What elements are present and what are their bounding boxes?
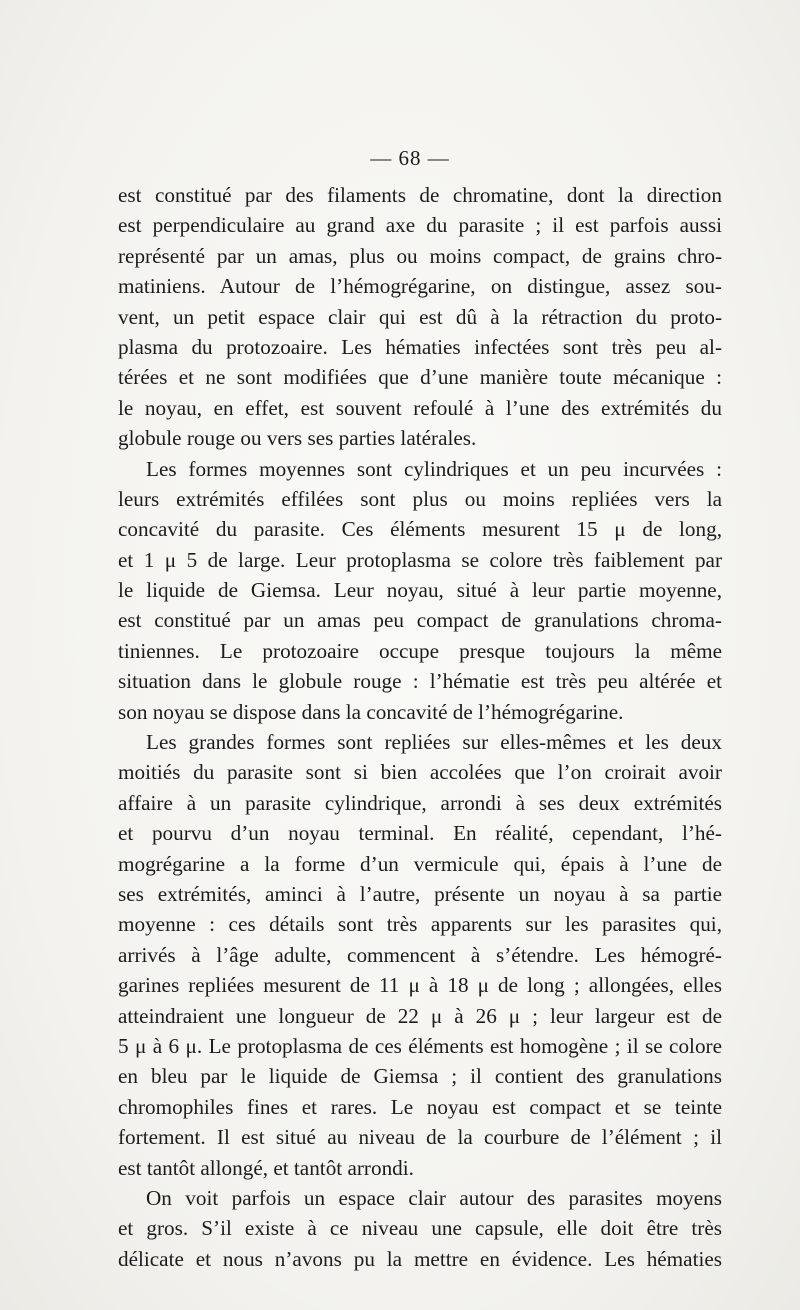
text-line: Les grandes formes sont repliées sur elles-mêmes et les deux [146,730,722,755]
text-line: et pourvu d’un noyau terminal. En réalité, cependant, l’hé- [118,821,722,846]
text-line: en bleu par le liquide de Giemsa ; il contient des granulations [118,1064,722,1089]
text-line: matiniens. Autour de l’hémogrégarine, on distingue, assez sou- [118,274,722,299]
text-line: concavité du parasite. Ces éléments mesurent 15 μ de long, [118,517,722,542]
text-line: moyenne : ces détails sont très apparents sur les parasites qui, [118,912,722,937]
text-line: atteindraient une longueur de 22 μ à 26 μ ; leur largeur est de [118,1003,722,1028]
text-line: représenté par un amas, plus ou moins compact, de grains chro- [118,243,722,268]
page-number: — 68 — [370,146,450,170]
text-line: térées et ne sont modifiées que d’une manière toute mécanique : [118,365,722,390]
text-line: situation dans le globule rouge : l’hématie est très peu altérée et [118,669,722,694]
text-line: ses extrémités, aminci à l’autre, présente un noyau à sa partie [118,881,722,906]
text-line: 5 μ à 6 μ. Le protoplasma de ces éléments est homogène ; il se colore [118,1033,722,1058]
text-line: son noyau se dispose dans la concavité de l’hémogrégarine. [118,699,624,724]
body-text [118,180,722,1274]
text-line: On voit parfois un espace clair autour des parasites moyens [146,1185,722,1210]
text-line: vent, un petit espace clair qui est dû à la rétraction du proto- [118,304,722,329]
text-line: est tantôt allongé, et tantôt arrondi. [118,1155,414,1180]
text-line: chromophiles fines et rares. Le noyau est compact et se teinte [118,1094,722,1119]
text-line: leurs extrémités effilées sont plus ou moins repliées vers la [118,486,722,511]
text-line: est constitué par un amas peu compact de granulations chroma- [118,608,722,633]
text-line: le noyau, en effet, est souvent refoulé à l’une des extrémités du [118,395,722,420]
text-line: affaire à un parasite cylindrique, arrondi à ses deux extrémités [118,790,722,815]
text-line: et gros. S’il existe à ce niveau une capsule, elle doit être très [118,1216,722,1241]
text-line: est constitué par des filaments de chromatine, dont la direction [118,183,722,207]
text-line: Les formes moyennes sont cylindriques et un peu incurvées : [146,456,722,481]
text-line: fortement. Il est situé au niveau de la courbure de l’élément ; il [118,1125,722,1150]
text-line: le liquide de Giemsa. Leur noyau, situé à leur partie moyenne, [118,578,722,603]
text-line: et 1 μ 5 de large. Leur protoplasma se colore très faiblement par [118,547,722,572]
text-line: mogrégarine a la forme d’un vermicule qui, épais à l’une de [118,851,722,876]
text-line: garines repliées mesurent de 11 μ à 18 μ de long ; allongées, elles [118,973,722,998]
text-line: moitiés du parasite sont si bien accolées que l’on croirait avoir [118,760,722,785]
text-line: globule rouge ou vers ses parties latérales. [118,426,477,451]
text-line: plasma du protozoaire. Les hématies infectées sont très peu al- [118,334,722,359]
text-line: est perpendiculaire au grand axe du parasite ; il est parfois aussi [118,213,722,238]
text-line: délicate et nous n’avons pu la mettre en évidence. Les hématies [118,1246,722,1271]
text-line: tiniennes. Le protozoaire occupe presque toujours la même [118,638,722,663]
text-line: arrivés à l’âge adulte, commencent à s’étendre. Les hémogré- [118,942,722,967]
